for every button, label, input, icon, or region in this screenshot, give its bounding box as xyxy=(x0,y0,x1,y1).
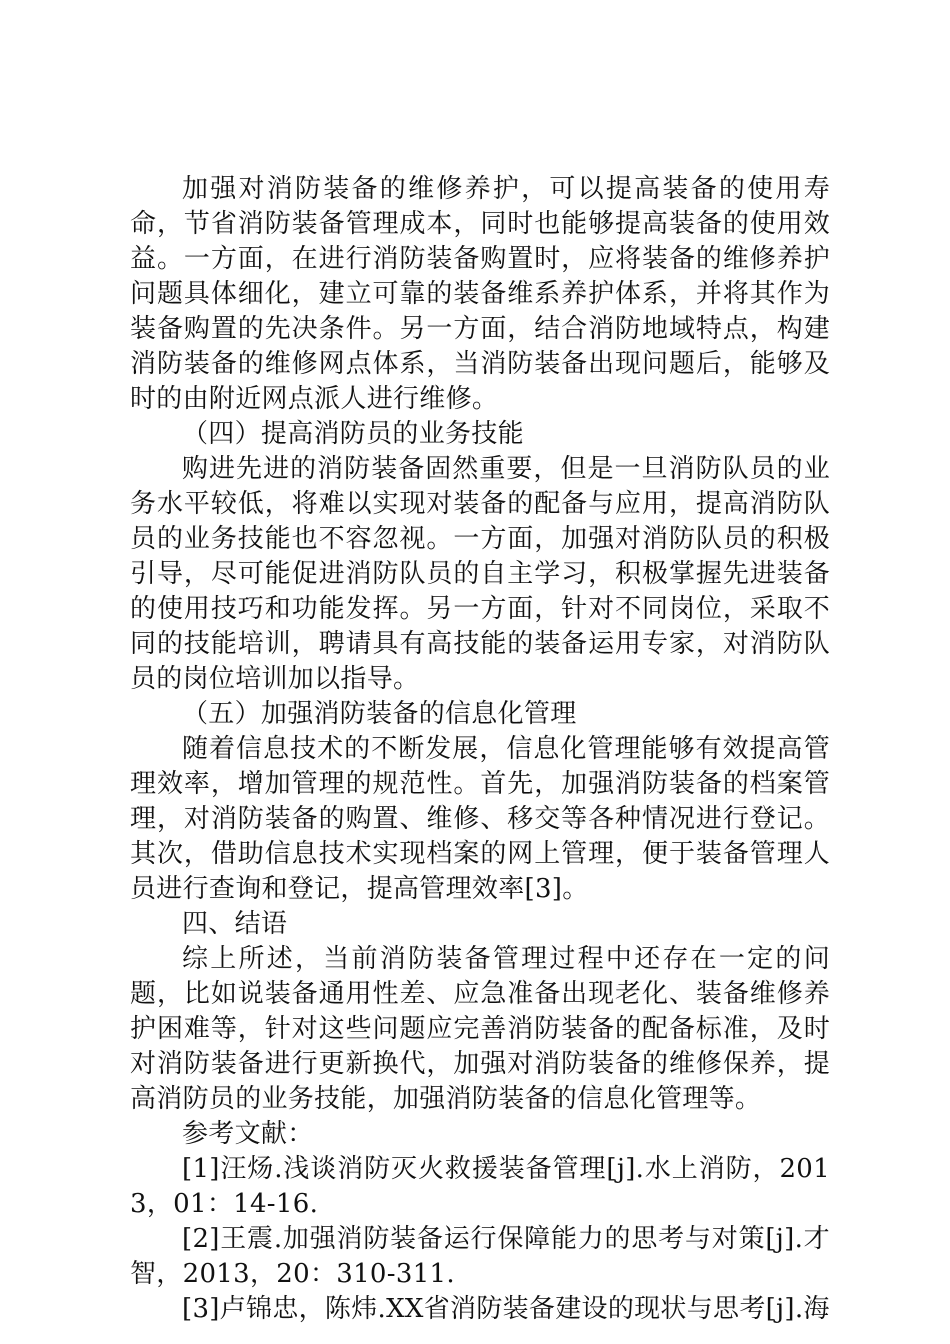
reference-item-2: [2]王震.加强消防装备运行保障能力的思考与对策[j].才智，2013，20：310-311. xyxy=(130,1224,830,1289)
reference-item-1: [1]汪炀.浅谈消防灭火救援装备管理[j].水上消防，2013，01：14-16. xyxy=(130,1154,830,1219)
paragraph-information-management: 随着信息技术的不断发展，信息化管理能够有效提高管理效率，增加管理的规范性。首先，加强消防装备的档案管理，对消防装备的购置、维修、移交等各种情况进行登记。其次，借助信息技术实现档案的网上管理，便于装备管理人员进行查询和登记，提高管理效率[3]。 xyxy=(130,734,830,904)
paragraph-equipment-maintenance: 加强对消防装备的维修养护，可以提高装备的使用寿命，节省消防装备管理成本，同时也能够提高装备的使用效益。一方面，在进行消防装备购置时，应将装备的维修养护问题具体细化，建立可靠的装备维系养护体系，并将其作为装备购置的先决条件。另一方面，结合消防地域特点，构建消防装备的维修网点体系，当消防装备出现问题后，能够及时的由附近网点派人进行维修。 xyxy=(130,174,830,414)
paragraph-firefighter-skills: 购进先进的消防装备固然重要，但是一旦消防队员的业务水平较低，将难以实现对装备的配备与应用，提高消防队员的业务技能也不容忽视。一方面，加强对消防队员的积极引导，尽可能促进消防队员的自主学习，积极掌握先进装备的使用技巧和功能发挥。另一方面，针对不同岗位，采取不同的技能培训，聘请具有高技能的装备运用专家，对消防队员的岗位培训加以指导。 xyxy=(130,454,830,694)
section-heading-5: （五）加强消防装备的信息化管理 xyxy=(182,699,577,729)
conclusion-heading: 四、结语 xyxy=(182,909,288,939)
section-heading-4: （四）提高消防员的业务技能 xyxy=(182,419,524,449)
document-body xyxy=(130,172,830,1327)
reference-item-3: [3]卢锦忠，陈炜.XX省消防装备建设的现状与思考[j].海 xyxy=(182,1294,830,1324)
paragraph-conclusion: 综上所述，当前消防装备管理过程中还存在一定的问题，比如说装备通用性差、应急准备出现老化、装备维修养护困难等，针对这些问题应完善消防装备的配备标准，及时对消防装备进行更新换代，加强对消防装备的维修保养，提高消防员的业务技能，加强消防装备的信息化管理等。 xyxy=(130,944,830,1114)
references-title: 参考文献： xyxy=(182,1119,314,1149)
